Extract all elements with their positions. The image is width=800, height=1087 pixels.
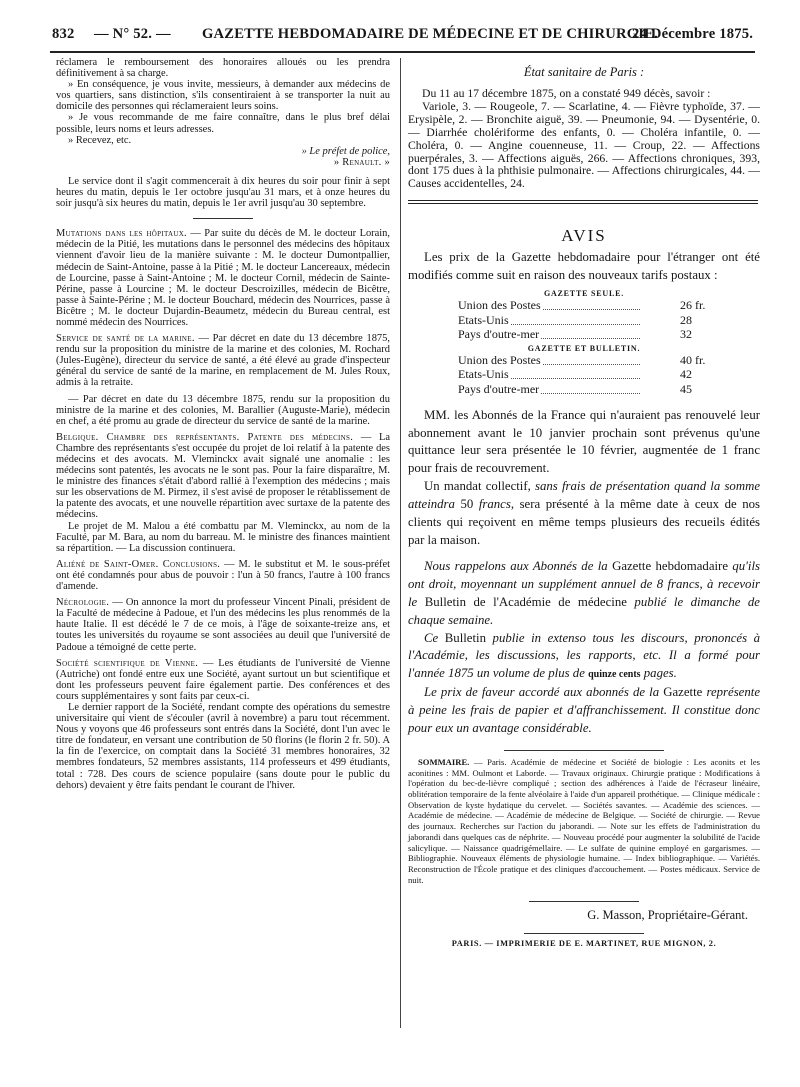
issue-number: — N° 52. — <box>94 26 171 42</box>
mutations-text: — Par suite du décès de M. le docteur Lorain, médecin de la Pitié, les mutations dans le personnel des médecins des hôpitaux viennent d'avoir lieu de la manière suivante : M. le docteur Dumontpallier, médecin de Saint-Antoine, passe à la Pitié ; M. le docteur Lancereaux, médecin de Lourcine, passe à Saint-Antoine ; M. le docteur Cornil, médecin de Sainte-Périne, passe à Lourcine ; M. le docteur Descroizilles, médecin de Bicêtre, passe à Sainte-Périne ; M. le docteur Bouchard, médecin des Nourrices, passe à Bicêtre ; M. le docteur Dujardin-Beaumetz, médecin du Bureau central, est nommé médecin des Nourrices. <box>56 228 391 328</box>
tarif-label: Pays d'outre-mer <box>458 327 540 342</box>
tarif-label: Etats-Unis <box>458 367 509 382</box>
page-header <box>50 26 755 48</box>
mutations-heading: Mutations dans les hôpitaux. <box>56 228 187 240</box>
avis-intro-text: Les prix de la <box>424 250 512 265</box>
section-separator <box>504 750 664 751</box>
tarif-row <box>408 382 760 397</box>
aliene-text: — M. le substitut et M. le sous-préfet ont été condamnés pour abus de pouvoir : l'un à 50 francs, l'autre à 100 francs d'amende. <box>56 558 390 593</box>
belgique-text: — La Chambre des représentants s'est occupée du projet de loi relatif à la patente des médecins et des avocats. M. Vleminckx avait signalé une anomalie : les médecins sont patentés, les avocats ne le sont pas. Pour la faire disparaître, M. le ministre des finances s'était d'abord rallié à l'exemption des médecins ; mais sur les observations de M. Pirmez, il s'est avisé de proposer le rétablissement de la patente des avocats, et une nouvelle répartition avec surtaxe de la patente des médecins. <box>56 431 390 521</box>
tarif-label: Etats-Unis <box>458 312 509 327</box>
ce-bulletin-paragraph <box>408 630 760 685</box>
tarif-rows <box>408 298 760 342</box>
tarif-label: Union des Postes <box>458 352 541 367</box>
section-separator <box>524 933 644 934</box>
letter-paragraph: » Je vous recommande de me faire connaître, dans le plus bref délai possible, leurs noms et leurs adresses. <box>56 112 390 135</box>
sommaire <box>408 757 760 885</box>
tarif-row <box>408 327 760 342</box>
tarif-value: 32 <box>680 327 692 342</box>
tarif-row <box>408 367 760 382</box>
rappel-paragraph <box>408 558 760 630</box>
quinze-cents: quinze cents <box>588 669 641 681</box>
letter-paragraph: réclamera le remboursement des honoraires alloués ou les prendra définitivement à sa charge. <box>56 57 390 80</box>
right-column <box>408 60 760 948</box>
column-divider <box>400 58 401 1028</box>
mandat-amount: 50 <box>454 497 479 512</box>
societe-heading: Société scientifique de Vienne. <box>56 657 199 669</box>
tarif-row <box>408 298 760 313</box>
marine-heading: Service de santé de la marine. <box>56 333 195 345</box>
necrologie-heading: Nécrologie. <box>56 597 110 609</box>
mandat-text-2: , sera présenté à la même date à ceux de nos clients qui reçoivent en même temps plusieurs des recueils édités par la maison. <box>408 497 760 547</box>
belgique-heading: Belgique. Chambre des représentants. Patente des médecins. <box>56 431 354 443</box>
tarif-label: Pays d'outre-mer <box>458 382 540 397</box>
rappel-text-2: qu'ils ont droit, moyennant un supplément annuel de 8 francs, à recevoir le <box>408 558 761 609</box>
tarif-heading: GAZETTE SEULE. <box>543 289 625 299</box>
tarif-heading: GAZETTE ET BULLETIN. <box>527 343 641 353</box>
mandat-paragraph <box>408 478 760 550</box>
tarif-gazette-seule <box>408 289 760 342</box>
etat-intro: Du 11 au 17 décembre 1875, on a constaté 949 décès, savoir : <box>422 87 711 100</box>
prix-faveur-text-2: représente à peine les frais de papier et d'affranchissement. Il constitue donc pour eux un avantage considérable. <box>408 685 760 736</box>
double-rule <box>408 200 758 204</box>
gazette-name: Gazette <box>663 685 703 700</box>
tarif-row <box>408 353 760 368</box>
section-separator <box>193 218 253 219</box>
imprimerie-line: PARIS. — IMPRIMERIE DE E. MARTINET, RUE MIGNON, 2. <box>451 939 717 949</box>
mandat-text: Un mandat collectif, <box>424 479 536 494</box>
avis-intro <box>408 249 760 285</box>
gazette-name: Gazette hebdomadaire <box>511 250 631 265</box>
ce-bulletin-text: Ce <box>424 630 445 645</box>
prefect-signature-name: » Renault. » <box>333 156 390 168</box>
letter-paragraph: » En conséquence, je vous invite, messieurs, à demander aux médecins de vos quartiers, sans distinction, s'ils consentiraient à se transporter la nuit au domicile des personnes qui réclameraient leurs soins. <box>56 79 390 113</box>
service-paragraph: Le service dont il s'agit commencerait à dix heures du soir pour finir à sept heures du matin, depuis le 1er octobre jusqu'au 31 mars, et à onze heures du soir jusqu'à six heures du matin, depuis le 1er avril jusqu'au 30 septembre. <box>56 175 390 210</box>
tarif-rows <box>408 353 760 397</box>
prix-faveur-text: Le prix de faveur accordé aux abonnés de la <box>424 685 664 700</box>
avis-title: AVIS <box>561 226 607 246</box>
bulletin-name: Bulletin de l'Académie de médecine <box>424 594 627 609</box>
issue-date: 24 Décembre 1875. <box>632 26 754 42</box>
avis-intro-text-2: pour l'étranger ont été modifiés comme suit en raison des nouveaux tarifs postaux : <box>408 250 760 283</box>
marine-text: — Par décret en date du 13 décembre 1875, rendu sur la proposition du ministre de la marine et des colonies, M. Rochard (Jules-Eugène), directeur du service de santé, a été élevé au grade d'inspecteur général du service de santé de la marine, en remplacement de M. Jules Roux, admis à la retraite. <box>56 333 390 389</box>
tarif-value: 42 <box>680 367 692 382</box>
page-number: 832 <box>52 26 75 42</box>
marine-text-2: — Par décret en date du 13 décembre 1875, rendu sur la proposition du ministre de la marine et des colonies, M. Barallier (Auguste-Marie), médecin en chef, a été promu au grade de directeur du service de santé de la marine. <box>56 393 390 427</box>
tarif-value: 40 fr. <box>680 352 706 367</box>
tarif-value: 45 <box>680 382 692 397</box>
tarif-value: 26 fr. <box>680 298 706 313</box>
gazette-name: Gazette hebdomadaire <box>612 558 729 573</box>
tarif-value: 28 <box>680 312 692 327</box>
societe-text-2: Le dernier rapport de la Société, rendant compte des opérations du semestre universitaire qui vient de s'écouler (avril à novembre) a paru tout récemment. Nous y voyons que 46 professeurs sont entrés dans la Société, dont l'un avec le titre de fondateur, en versant une contribution de 50 florins (le florin 2 fr. 50). A la fin de l'exercice, on comptait dans la Société 31 membres honoraires, 32 membres fondateurs, 52 membres assistants, 114 professeurs et 499 étudiants, total : 728. Des cours de science populaire (sans doute pour le public du dehors) devaient y être faits pendant le courant de l'hiver. <box>56 701 390 791</box>
rappel-text-3: publié le dimanche de chaque semaine. <box>408 594 760 627</box>
abonnes-paragraph: MM. les Abonnés de la France qui n'auraient pas renouvelé leur abonnement avant le 10 janvier prochain sont prévenus qu'une quittance leur sera présentée le 10 février, augmentée de 1 franc pour frais de recouvrement. <box>408 407 760 476</box>
necrologie-text: — On annonce la mort du professeur Vincent Pinali, président de la Faculté de médecine à Padoue, et l'un des médecins les plus renommés de la haute Italie. Il est décédé le 7 de ce mois, à l'âge de soixante-treize ans, et toutes les universités du royaume se sont associées au deuil que l'université de Padoue a témoigné de cette perte. <box>56 597 390 653</box>
tarif-gazette-bulletin <box>408 344 760 397</box>
ce-bulletin-text-2: publie in extenso tous les discours, prononcés à l'Académie, les discussions, les rapports, etc. Il a formé pour l'année 1875 un volume de plus de <box>408 630 760 681</box>
gerant-signature: G. Masson, Propriétaire-Gérant. <box>587 908 748 923</box>
header-rule <box>50 51 755 53</box>
prix-faveur-paragraph <box>408 684 760 738</box>
tarif-row <box>408 313 760 328</box>
left-column <box>56 57 390 791</box>
mandat-italic: sans frais de présentation quand la somme atteindra <box>408 479 760 512</box>
tarif-label: Union des Postes <box>458 298 541 313</box>
sommaire-label: SOMMAIRE. <box>418 756 470 767</box>
aliene-heading: Aliéné de Saint-Omer. Conclusions. <box>56 558 221 570</box>
sommaire-text: — Paris. Académie de médecine et Société de biologie : Les aconits et les aconitines : MM. Oulmont et Laborde. — Travaux originaux. Chirurgie pratique : Modifications à l'opération du bec-de-lièvre compliqué ; section des adhérences à l'aide de l'écraseur linéaire, oblitération temporaire de la fente alvéolaire à l'aide d'un appareil prothétique. — Clinique médicale : Observation de kyste hydatique du cervelet. — Sociétés savantes. — Académie des sciences. — Académie de médecine. — Académie de médecine de Belgique. — Société de chirurgie. — Revue des journaux. Recherches sur l'action du jaborandi. — Note sur les effets de l'administration du jaborandi dans quelques cas de néphrite. — Nouveau procédé pour augmenter la solubilité de l'acide salicylique. — Naissance quadrigémellaire. — Le sulfate de quinine employé en gargarismes. — Bibliographie. Nouveaux éléments de physiologie humaine. — Index bibliographique. — Variétés. Reconstruction de l'École pratique et des cliniques d'accouchement. — Postes médicaux. Service de nuit. <box>408 756 760 885</box>
rappel-text: Nous rappelons aux Abonnés de la <box>424 558 613 573</box>
ce-bulletin-text-3: pages. <box>640 666 677 681</box>
avis-body <box>408 407 760 738</box>
societe-text: — Les étudiants de l'université de Vienne (Autriche) ont fondé entre eux une Société, ayant surtout un but scientifique et dont les professeurs peuvent faire également partie. Des conférences et des cours supplémentaires y sont faits par ceux-ci. <box>56 657 390 702</box>
journal-title: GAZETTE HEBDOMADAIRE DE MÉDECINE ET DE CHIRURGIE. <box>202 26 658 42</box>
etat-causes: Variole, 3. — Rougeole, 7. — Scarlatine, 4. — Fièvre typhoïde, 37. — Erysipèle, 2. — Bronchite aiguë, 39. — Pneumonie, 94. — Dysentérie, 0. — Diarrhée cholériforme des enfants, 0. — Choléra infantile, 0. — Choléra, 0. — Angine couenneuse, 11. — Croup, 22. — Affections puerpérales, 3. — Affections aiguës, 266. — Affections chroniques, 393, dont 175 dues à la phthisie pulmonaire. — Affections chirurgicales, 44. — Causes accidentelles, 24. <box>408 99 760 191</box>
bulletin-name: Bulletin <box>444 630 486 645</box>
letter-paragraph: » Recevez, etc. <box>68 134 132 146</box>
belgique-text-2: Le projet de M. Malou a été combattu par M. Vleminckx, au nom de la Faculté, par M. Bara, au nom du barreau. M. le ministre des finances maintient sa répartition. — La discussion continuera. <box>56 520 390 554</box>
section-separator <box>529 901 639 902</box>
etat-sanitaire-title: État sanitaire de Paris : <box>523 65 645 79</box>
mandat-currency: francs <box>478 497 511 512</box>
prefect-signature-title: » Le préfet de police, <box>301 145 390 157</box>
etat-sanitaire <box>408 88 760 191</box>
